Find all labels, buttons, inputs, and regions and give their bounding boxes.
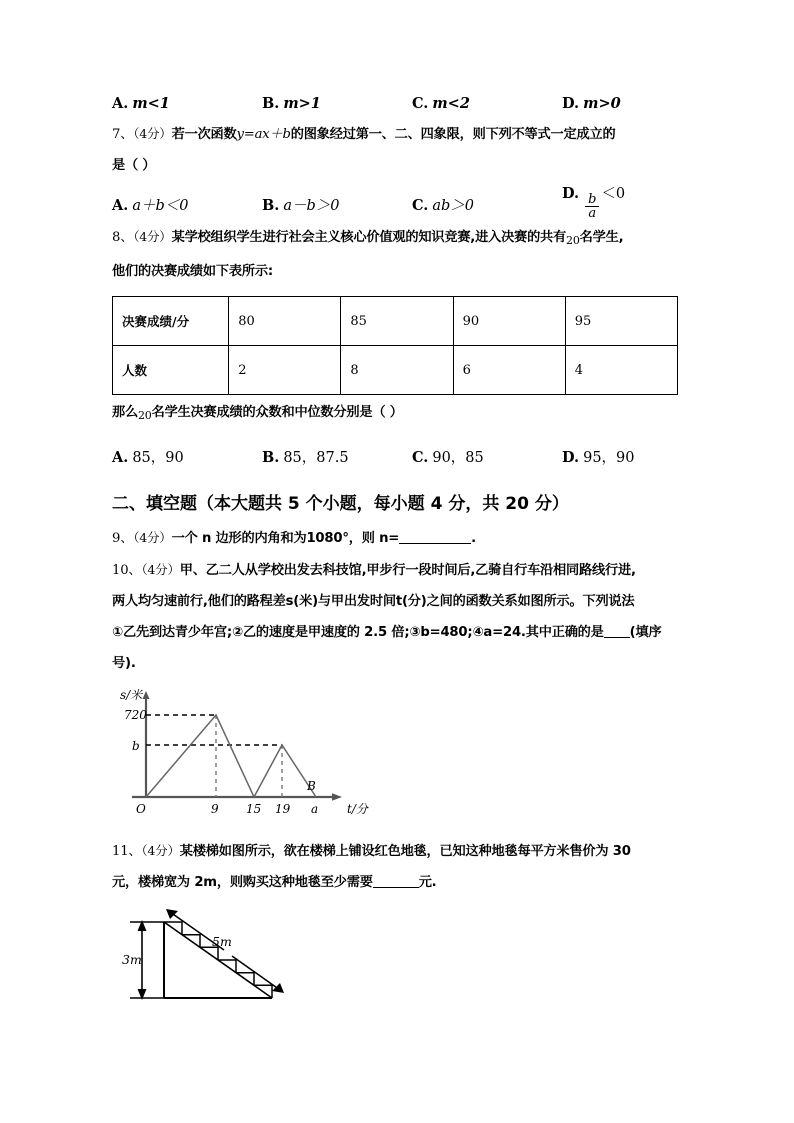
question9-text-after: . <box>471 531 476 546</box>
question11-line2-before: 元，楼梯宽为 2m，则购买这种地毯至少需要 <box>112 875 373 890</box>
question8-score: （4分） <box>133 229 172 244</box>
question10-line3-text: ①乙先到达青少年宫;②乙的速度是甲速度的 2.5 倍;③b=480;④a=24.其中正确的是 <box>112 625 604 640</box>
question10-line4: 号). <box>112 656 136 671</box>
question7-option-d-label: D. <box>562 185 580 202</box>
question8-option-d-label: D. <box>562 449 580 466</box>
question8-stem-part1: 某学校组织学生进行社会主义核心价值观的知识竞赛,进入决赛的共有 <box>171 230 567 245</box>
question8-stem-line1 <box>112 221 682 256</box>
question7-option-b-label: B. <box>262 197 280 214</box>
question8-option-b-label: B. <box>262 449 280 466</box>
cell-count-2: 6 <box>453 346 565 395</box>
table-row <box>113 297 678 346</box>
question8-stem-part2: 名学生, <box>579 230 624 245</box>
question8-option-c[interactable] <box>412 446 562 467</box>
x-tick-15: 15 <box>246 802 262 816</box>
section-2-heading: 二、填空题（本大题共 5 个小题，每小题 4 分，共 20 分） <box>112 494 569 514</box>
option-d-label: D. <box>562 95 580 112</box>
option-d-text: m>0 <box>583 95 621 112</box>
question8-option-d-text: 95，90 <box>583 450 635 466</box>
question9-number: 9、 <box>112 531 134 546</box>
question9-line <box>112 522 682 554</box>
question7-score: （4分） <box>133 126 172 141</box>
cell-score-0: 80 <box>229 297 341 346</box>
question8-after-part2: 名学生决赛成绩的众数和中位数分别是（ ） <box>151 405 403 420</box>
question8-option-a-label: A. <box>112 449 129 466</box>
fraction-denominator: a <box>585 206 599 220</box>
cell-count-1: 8 <box>341 346 453 395</box>
question8-stem-line2: 他们的决赛成绩如下表所示: <box>112 264 273 279</box>
staircase-svg <box>120 902 300 1014</box>
page-content <box>112 82 682 1014</box>
question10-line2: 两人均匀速前行,他们的路程差s(米)与甲出发时间t(分)之间的函数关系如图所示。下列说法 <box>112 594 635 609</box>
option-b-text: m>1 <box>283 95 321 112</box>
question7-stem-part2: 的图象经过第一、二、四象限，则下列不等式一定成立的 <box>290 127 616 142</box>
option-c[interactable] <box>412 95 562 112</box>
cell-score-3: 95 <box>565 297 677 346</box>
table-row <box>113 346 678 395</box>
question8-number: 8、 <box>112 230 134 245</box>
cell-count-0: 2 <box>229 346 341 395</box>
question10-line1-text: 甲、乙二人从学校出发去科技馆,甲步行一段时间后,乙骑自行车沿相同路线行进, <box>179 563 636 578</box>
question7-option-c[interactable] <box>412 194 562 215</box>
question10-line3 <box>112 617 682 648</box>
question6-options-row <box>112 82 682 112</box>
y-tick-b: b <box>132 739 140 753</box>
option-b-label: B. <box>262 95 280 112</box>
option-b[interactable] <box>262 95 412 112</box>
question8-option-c-text: 90，85 <box>432 450 484 466</box>
slope-arrow-upleft-icon <box>166 909 178 919</box>
cell-count-3: 4 <box>565 346 677 395</box>
staircase-figure <box>120 902 300 1014</box>
question8-count: 20 <box>566 234 580 247</box>
question11-line2 <box>112 867 682 898</box>
question7-number: 7、 <box>112 127 134 142</box>
question8-after-part1: 那么 <box>112 405 138 420</box>
x-tick-9: 9 <box>211 802 219 816</box>
question7-option-d-tail: ＜0 <box>601 186 626 202</box>
distance-time-graph-svg <box>116 685 381 835</box>
x-axis-arrow-icon <box>332 793 342 800</box>
option-c-label: C. <box>412 95 429 112</box>
question11-score: （4分） <box>141 843 180 858</box>
question11-answer-blank[interactable] <box>373 873 419 888</box>
question9-score: （4分） <box>133 530 172 545</box>
question8-option-d[interactable] <box>562 446 635 467</box>
question8-option-a[interactable] <box>112 446 262 467</box>
option-c-text: m<2 <box>432 95 470 112</box>
question8-option-b[interactable] <box>262 446 412 467</box>
question10-number: 10、 <box>112 563 142 578</box>
row-header-score: 决赛成绩/分 <box>113 297 229 346</box>
question8-option-c-label: C. <box>412 449 429 466</box>
question7-option-d[interactable] <box>562 182 626 221</box>
question11-line1 <box>112 835 682 867</box>
question8-after-count: 20 <box>137 409 152 422</box>
question7-option-a-label: A. <box>112 197 129 214</box>
question7-option-b[interactable] <box>262 194 412 215</box>
option-d[interactable] <box>562 95 621 112</box>
question11-line1-text: 某楼梯如图所示，欲在楼梯上铺设红色地毯，已知这种地毯每平方米售价为 30 <box>179 844 631 859</box>
origin-label: O <box>136 802 146 816</box>
question10-score: （4分） <box>141 562 180 577</box>
slope-arrow-downright-icon <box>272 983 284 993</box>
question7-stem-part1: 若一次函数 <box>171 127 237 142</box>
question7-option-c-text: ab＞0 <box>432 198 474 214</box>
question11-number: 11、 <box>112 844 142 859</box>
question7-stem-line2: 是（ ） <box>112 158 156 173</box>
point-label-b: B <box>307 779 316 793</box>
x-axis-label: t/分 <box>347 802 368 816</box>
question7-stem-line1 <box>112 118 682 150</box>
question10-line3-tail: (填序 <box>629 625 662 640</box>
question11-line2-after: 元. <box>418 875 437 890</box>
question7-option-a[interactable] <box>112 194 262 215</box>
cell-score-1: 85 <box>341 297 453 346</box>
question8-option-b-text: 85，87.5 <box>283 450 349 466</box>
y-axis-arrow-icon <box>143 691 150 699</box>
distance-time-graph-figure <box>116 685 381 835</box>
x-tick-a: a <box>311 802 319 816</box>
question9-text-before: 一个 n 边形的内角和为1080°，则 n= <box>171 531 400 546</box>
question8-option-a-text: 85，90 <box>132 450 184 466</box>
cell-score-2: 90 <box>453 297 565 346</box>
height-label: 3m <box>122 952 142 967</box>
y-tick-720: 720 <box>124 708 147 722</box>
option-a[interactable] <box>112 95 262 112</box>
question10-line1 <box>112 554 682 586</box>
graph-data-polyline <box>146 715 316 797</box>
hypotenuse-label: 5m <box>212 934 232 949</box>
question8-after-table <box>112 397 682 431</box>
row-header-count: 人数 <box>113 346 229 395</box>
fraction-b-over-a <box>585 193 599 220</box>
question10-answer-blank[interactable] <box>604 623 630 638</box>
x-tick-19: 19 <box>275 802 291 816</box>
y-axis-label: s/米 <box>120 688 143 702</box>
scores-table <box>112 296 678 395</box>
question7-options-row <box>112 185 682 221</box>
option-a-text: m<1 <box>132 95 170 112</box>
question7-option-b-text: a－b＞0 <box>283 198 340 214</box>
question7-option-c-label: C. <box>412 197 429 214</box>
question8-options-row <box>112 437 682 467</box>
question7-formula: y=ax＋b <box>236 127 291 142</box>
question9-answer-blank[interactable] <box>399 529 471 544</box>
fraction-numerator: b <box>588 192 597 207</box>
question7-option-a-text: a＋b＜0 <box>132 198 189 214</box>
option-a-label: A. <box>112 95 129 112</box>
